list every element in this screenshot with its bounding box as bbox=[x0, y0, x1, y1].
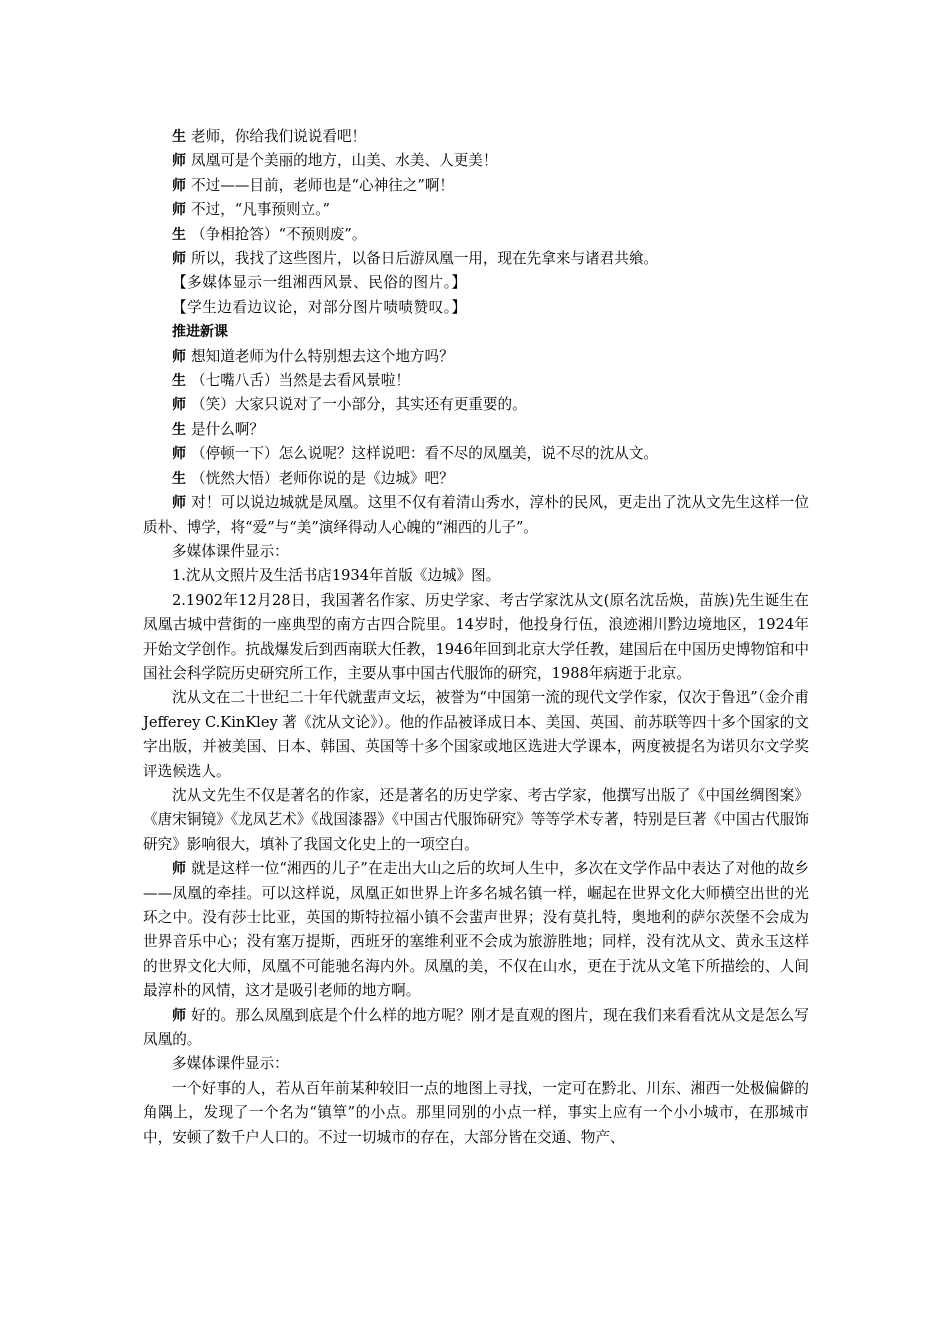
dialogue-text: （恍然大悟）老师你说的是《边城》吧？ bbox=[191, 469, 454, 487]
body-paragraph: 沈从文在二十世纪二十年代就蜚声文坛，被誉为“中国第一流的现代文学作家，仅次于鲁迅”（金介甫 Jefferey C.KinKley 著《沈从文论》）。他的作品被译成日本、美国、英国、前苏联等四十多个国家的文字出版，并被美国、日本、韩国、英国等十多个国家或地区选进大学课本，两度被提名为诺贝尔文学奖评选候选人。 bbox=[143, 689, 809, 780]
speaker-label: 师 bbox=[172, 861, 187, 878]
list-item: 1.沈从文照片及生活书店1934年首版《边城》图。 bbox=[172, 567, 501, 585]
dialogue-line bbox=[143, 198, 809, 222]
dialogue-line bbox=[143, 393, 809, 417]
dialogue-line bbox=[143, 149, 809, 173]
dialogue-text: 是什么啊？ bbox=[191, 420, 264, 438]
speaker-label: 师 bbox=[172, 177, 186, 194]
dialogue-text: （七嘴八舌）当然是去看风景啦！ bbox=[191, 372, 410, 390]
dialogue-line bbox=[143, 857, 809, 1003]
dialogue-text: （争相抢答）“不预则废”。 bbox=[191, 225, 367, 243]
stage-direction: 【学生边看边议论，对部分图片啧啧赞叹。】 bbox=[172, 298, 467, 316]
dialogue-line bbox=[143, 174, 809, 198]
speaker-label: 师 bbox=[172, 446, 186, 463]
multimedia-label: 多媒体课件显示： bbox=[172, 542, 289, 560]
speaker-label: 师 bbox=[172, 153, 186, 170]
document-page bbox=[143, 125, 809, 1150]
section-heading: 推进新课 bbox=[172, 324, 228, 341]
body-paragraph: 沈从文先生不仅是著名的作家，还是著名的历史学家、考古学家，他撰写出版了《中国丝绸图案》《唐宋铜镜》《龙凤艺术》《战国漆器》《中国古代服饰研究》等等学术专著，特别是巨著《中国古代服饰研究》影响很大，填补了我国文化史上的一项空白。 bbox=[143, 786, 809, 853]
dialogue-text: 不过，“凡事预则立。” bbox=[191, 201, 330, 219]
dialogue-text: 所以，我找了这些图片，以备日后游凤凰一用，现在先拿来与诸君共飨。 bbox=[191, 250, 659, 268]
stage-direction: 【多媒体显示一组湘西风景、民俗的图片。】 bbox=[172, 274, 467, 292]
dialogue-line bbox=[143, 1004, 809, 1053]
dialogue-text: 对！可以说边城就是凤凰。这里不仅有着清山秀水，淳朴的民风，更走出了沈从文先生这样一位质朴、博学，将“爱”与“美”演绎得动人心魄的“湘西的儿子”。 bbox=[143, 494, 809, 536]
body-paragraph: 一个好事的人，若从百年前某种较旧一点的地图上寻找，一定可在黔北、川东、湘西一处极偏僻的角隅上，发现了一个名为“镇筸”的小点。那里同别的小点一样，事实上应有一个小小城市，在那城市中，安顿了数千户人口的。不过一切城市的存在，大部分皆在交通、物产、 bbox=[143, 1079, 809, 1146]
list-item: 2.1902年12月28日，我国著名作家、历史学家、考古学家沈从文(原名沈岳焕，苗族)先生诞生在凤凰古城中营街的一座典型的南方古四合院里。14岁时，他投身行伍，浪迹湘川黔边境地区，1924年开始文学创作。抗战爆发后到西南联大任教，1946年回到北京大学任教，建国后在中国历史博物馆和中国社会科学院历史研究所工作，主要从事中国古代服饰的研究，1988年病逝于北京。 bbox=[143, 591, 809, 682]
dialogue-text: 凤凰可是个美丽的地方，山美、水美、人更美！ bbox=[191, 152, 498, 170]
speaker-label: 师 bbox=[172, 348, 186, 365]
dialogue-line bbox=[143, 247, 809, 271]
dialogue-text: 老师，你给我们说说看吧！ bbox=[191, 128, 367, 145]
dialogue-line bbox=[143, 467, 809, 491]
dialogue-text: 好的。那么凤凰到底是个什么样的地方呢？刚才是直观的图片，现在我们来看看沈从文是怎么写凤凰的。 bbox=[143, 1006, 809, 1049]
speaker-label: 师 bbox=[172, 397, 186, 414]
speaker-label: 生 bbox=[172, 129, 186, 145]
speaker-label: 生 bbox=[172, 226, 186, 243]
dialogue-line bbox=[143, 345, 809, 369]
dialogue-line bbox=[143, 442, 809, 466]
speaker-label: 生 bbox=[172, 470, 186, 487]
dialogue-line bbox=[143, 125, 809, 149]
dialogue-line bbox=[143, 369, 809, 393]
speaker-label: 生 bbox=[172, 373, 186, 390]
dialogue-line bbox=[143, 418, 809, 442]
speaker-label: 师 bbox=[172, 495, 187, 512]
dialogue-text: （停顿一下）怎么说呢？这样说吧：看不尽的凤凰美，说不尽的沈从文。 bbox=[191, 445, 659, 463]
dialogue-text: 就是这样一位“湘西的儿子”在走出大山之后的坎坷人生中，多次在文学作品中表达了对他的故乡——凤凰的牵挂。可以这样说，凤凰正如世界上许多名城名镇一样，崛起在世界文化大师横空出世的光环之中。没有莎士比亚，英国的斯特拉福小镇不会蜚声世界；没有莫扎特，奥地利的萨尔茨堡不会成为世界音乐中心；没有塞万提斯，西班牙的塞维利亚不会成为旅游胜地；同样，没有沈从文、黄永玉这样的世界文化大师，凤凰不可能驰名海内外。凤凰的美，不仅在山水，更在于沈从文笔下所描绘的、人间最淳朴的风情，这才是吸引老师的地方啊。 bbox=[143, 860, 810, 1000]
multimedia-label: 多媒体课件显示： bbox=[172, 1055, 289, 1073]
dialogue-text: （笑）大家只说对了一小部分，其实还有更重要的。 bbox=[191, 396, 527, 414]
speaker-label: 师 bbox=[172, 251, 186, 268]
speaker-label: 师 bbox=[172, 1007, 187, 1024]
dialogue-text: 不过——目前，老师也是“心神往之”啊！ bbox=[191, 176, 455, 194]
speaker-label: 师 bbox=[172, 202, 186, 219]
dialogue-line bbox=[143, 223, 809, 247]
dialogue-text: 想知道老师为什么特别想去这个地方吗？ bbox=[191, 347, 454, 365]
speaker-label: 生 bbox=[172, 421, 186, 438]
dialogue-line bbox=[143, 491, 809, 540]
